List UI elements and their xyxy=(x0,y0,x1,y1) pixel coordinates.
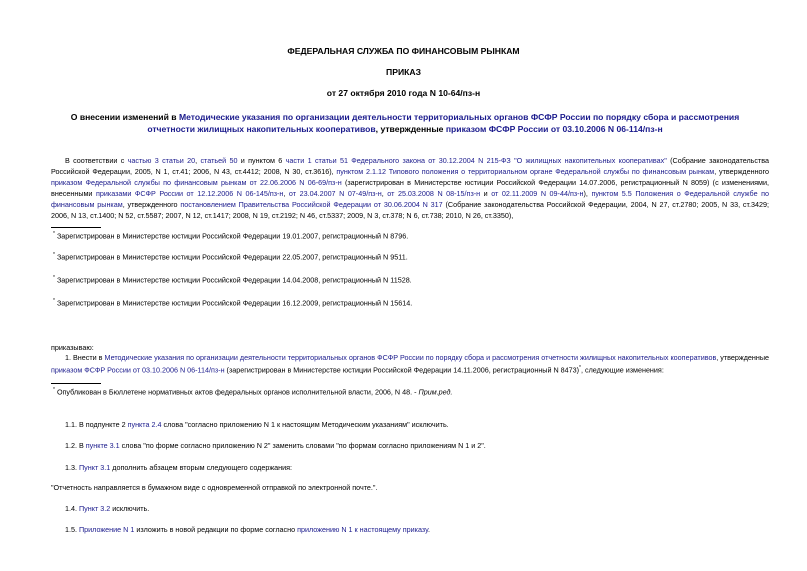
footnote-text: Зарегистрирован в Министерстве юстиции Российской Федерации 22.05.2007, регистрационный N 9511. xyxy=(56,252,408,262)
link-point-2-4[interactable]: пункта 2.4 xyxy=(127,420,162,429)
title-link-guidelines[interactable]: Методические указания по организации деятельности территориальных органов ФСФР России по порядку сбора и рассмотрения отчетности жилищных накопительных кооперативов xyxy=(147,112,740,134)
footnote-text: Зарегистрирован в Министерстве юстиции Российской Федерации 14.04.2008, регистрационный N 11528. xyxy=(56,275,412,285)
subitem-1-3 xyxy=(65,462,292,473)
preamble-text: В соответствии с xyxy=(65,156,128,165)
link-part3-art20[interactable]: частью 3 статьи 20 xyxy=(127,156,196,165)
preamble-paragraph xyxy=(51,155,769,222)
link-appendix-1[interactable]: Приложение N 1 xyxy=(79,525,135,534)
footnote-marker: * xyxy=(53,231,55,237)
link-law-215fz[interactable]: части 1 статьи 51 Федерального закона от 30.12.2004 N 215-ФЗ "О жилищных накопительных кооперативах" xyxy=(285,156,667,165)
item-text: 1. Внести в xyxy=(65,353,105,362)
item-1-paragraph xyxy=(51,352,769,376)
doc-type: ПРИКАЗ xyxy=(386,67,421,77)
order-word: приказываю: xyxy=(51,343,94,352)
link-guidelines[interactable]: Методические указания по организации деятельности территориальных органов ФСФР России по порядку сбора и рассмотрения отчетности жилищных накопительных кооперативов xyxy=(104,353,717,362)
item-text: исключить. xyxy=(110,504,150,513)
link-order-09-44[interactable]: от 02.11.2009 N 09-44/пз-н xyxy=(491,189,584,199)
link-point-3-1b[interactable]: Пункт 3.1 xyxy=(79,463,111,472)
item-text: (зарегистрирован в Министерстве юстиции Российской Федерации 14.11.2006, регистрационный N 8473) xyxy=(224,365,580,375)
item-text: 1.5. xyxy=(65,525,79,534)
item-text: 1.1. В подпункте 2 xyxy=(65,420,128,429)
preamble-text: (Собрание законодательства Российской Федерации, 2004, N 27, ст.2780; 2005, N 33, ст.3429; 2006, N 13, ст.1400; N 52, ст.5587; 2007, N 12, ст.1417; 2008, N 19, ст.2192; N 46, ст.5337; 2009, N 3, ст.378; N 6, ст.738; 2010, N 26, ст.3350), xyxy=(51,200,769,221)
title-link-order[interactable]: приказом ФСФР России от 03.10.2006 N 06-114/пз-н xyxy=(445,124,663,134)
quote-text: "Отчетность направляется в бумажном виде с одновременной отправкой по электронной почте.". xyxy=(51,483,378,492)
preamble-text: , xyxy=(283,189,289,199)
footnote-3 xyxy=(53,273,412,285)
link-typical-regulation[interactable]: пунктом 2.1.12 Типового положения о территориальном органе Федеральной службы по финансовым рынкам xyxy=(336,167,715,177)
item-text: 1.3. xyxy=(65,463,79,472)
footnote-marker: * xyxy=(53,252,55,258)
item-text: дополнить абзацем вторым следующего содержания: xyxy=(110,463,293,472)
item-text: изложить в новой редакции по форме согласно xyxy=(134,525,298,534)
footnote-marker: * xyxy=(579,365,581,372)
link-appendix-1-order[interactable]: приложению N 1 к настоящему приказу xyxy=(297,525,428,534)
item-text: , следующие изменения: xyxy=(581,365,664,375)
preamble-text: (Собрание законодательства Российской Федерации, 2005, N 1, ст.41; 2006, N 43, ст.4412; 2008, N 30, ст.3616), xyxy=(51,156,770,177)
preamble-text: (зарегистрирован в Министерстве юстиции Российской Федерации 14.07.2006, регистрационный N 8059) (с изменениями, внесенными xyxy=(51,178,769,199)
item-text: слова "по форме согласно приложению N 2" заменить словами "по формам согласно приложениям N 1 и 2". xyxy=(119,441,486,450)
footnote-5 xyxy=(53,385,453,397)
link-government-decree-317[interactable]: постановлением Правительства Российской Федерации от 30.06.2004 N 317 xyxy=(180,200,443,210)
preamble-text: и пунктом 6 xyxy=(237,156,286,165)
link-point-3-2[interactable]: Пункт 3.2 xyxy=(79,504,111,513)
agency-name: ФЕДЕРАЛЬНАЯ СЛУЖБА ПО ФИНАНСОВЫМ РЫНКАМ xyxy=(287,46,520,56)
link-regulation-fsfr[interactable]: пунктом 5.5 Положения о Федеральной службе по финансовым рынкам xyxy=(51,189,770,210)
title-middle: , утвержденные xyxy=(375,124,446,134)
preamble-text: и xyxy=(480,189,492,199)
title-prefix: О внесении изменений в xyxy=(70,112,179,122)
subitem-1-2 xyxy=(65,440,486,451)
item-text: 1.4. xyxy=(65,504,79,513)
footnote-marker: * xyxy=(53,298,55,304)
item-text: . xyxy=(428,525,430,534)
preamble-text: , утвержденного xyxy=(122,200,181,210)
footnote-4 xyxy=(53,296,412,308)
item-text: 1.2. В xyxy=(65,441,86,450)
subitem-1-5 xyxy=(65,524,430,535)
subitem-1-4 xyxy=(65,503,149,514)
footnote-1 xyxy=(53,229,408,241)
footnote-marker: * xyxy=(53,275,55,281)
link-art50[interactable]: статьей 50 xyxy=(200,156,238,165)
preamble-text: , утвержденного xyxy=(714,167,769,177)
link-point-3-1[interactable]: пункте 3.1 xyxy=(85,441,120,450)
footnote-text: Зарегистрирован в Министерстве юстиции Российской Федерации 19.01.2007, регистрационный N 8796. xyxy=(56,231,409,241)
doc-title xyxy=(60,111,750,135)
link-order-08-15[interactable]: от 25.03.2008 N 08-15/пз-н xyxy=(387,189,481,199)
footnote-divider xyxy=(51,383,101,384)
item-text: слова "согласно приложению N 1 к настоящим Методическим указаниям" исключить. xyxy=(161,420,449,429)
subitem-1-1 xyxy=(65,419,449,430)
footnote-2 xyxy=(53,250,408,262)
link-order-06-69[interactable]: приказом Федеральной службы по финансовым рынкам от 22.06.2006 N 06-69/пз-н xyxy=(51,178,342,188)
footnote-marker: * xyxy=(53,387,55,393)
preamble-text: ), xyxy=(583,189,592,199)
footnote-text: Зарегистрирован в Министерстве юстиции Российской Федерации 16.12.2009, регистрационный N 15614. xyxy=(56,298,413,308)
preamble-text: , xyxy=(195,156,201,165)
footnote-text: Опубликован в Бюллетене нормативных актов федеральных органов исполнительной власти, 2006, N 48. - xyxy=(56,387,419,397)
footnote-editor-note: Прим.ред. xyxy=(418,387,453,397)
footnote-divider xyxy=(51,227,101,228)
item-text: , утвержденные xyxy=(716,353,769,362)
preamble-text: , xyxy=(381,189,388,199)
doc-date-number: от 27 октября 2010 года N 10-64/пз-н xyxy=(326,88,481,98)
link-order-06-145[interactable]: приказами ФСФР России от 12.12.2006 N 06-145/пз-н xyxy=(95,189,284,199)
link-order-06-114[interactable]: приказом ФСФР России от 03.10.2006 N 06-114/пз-н xyxy=(51,365,225,375)
link-order-07-49[interactable]: от 23.04.2007 N 07-49/пз-н xyxy=(288,189,382,199)
